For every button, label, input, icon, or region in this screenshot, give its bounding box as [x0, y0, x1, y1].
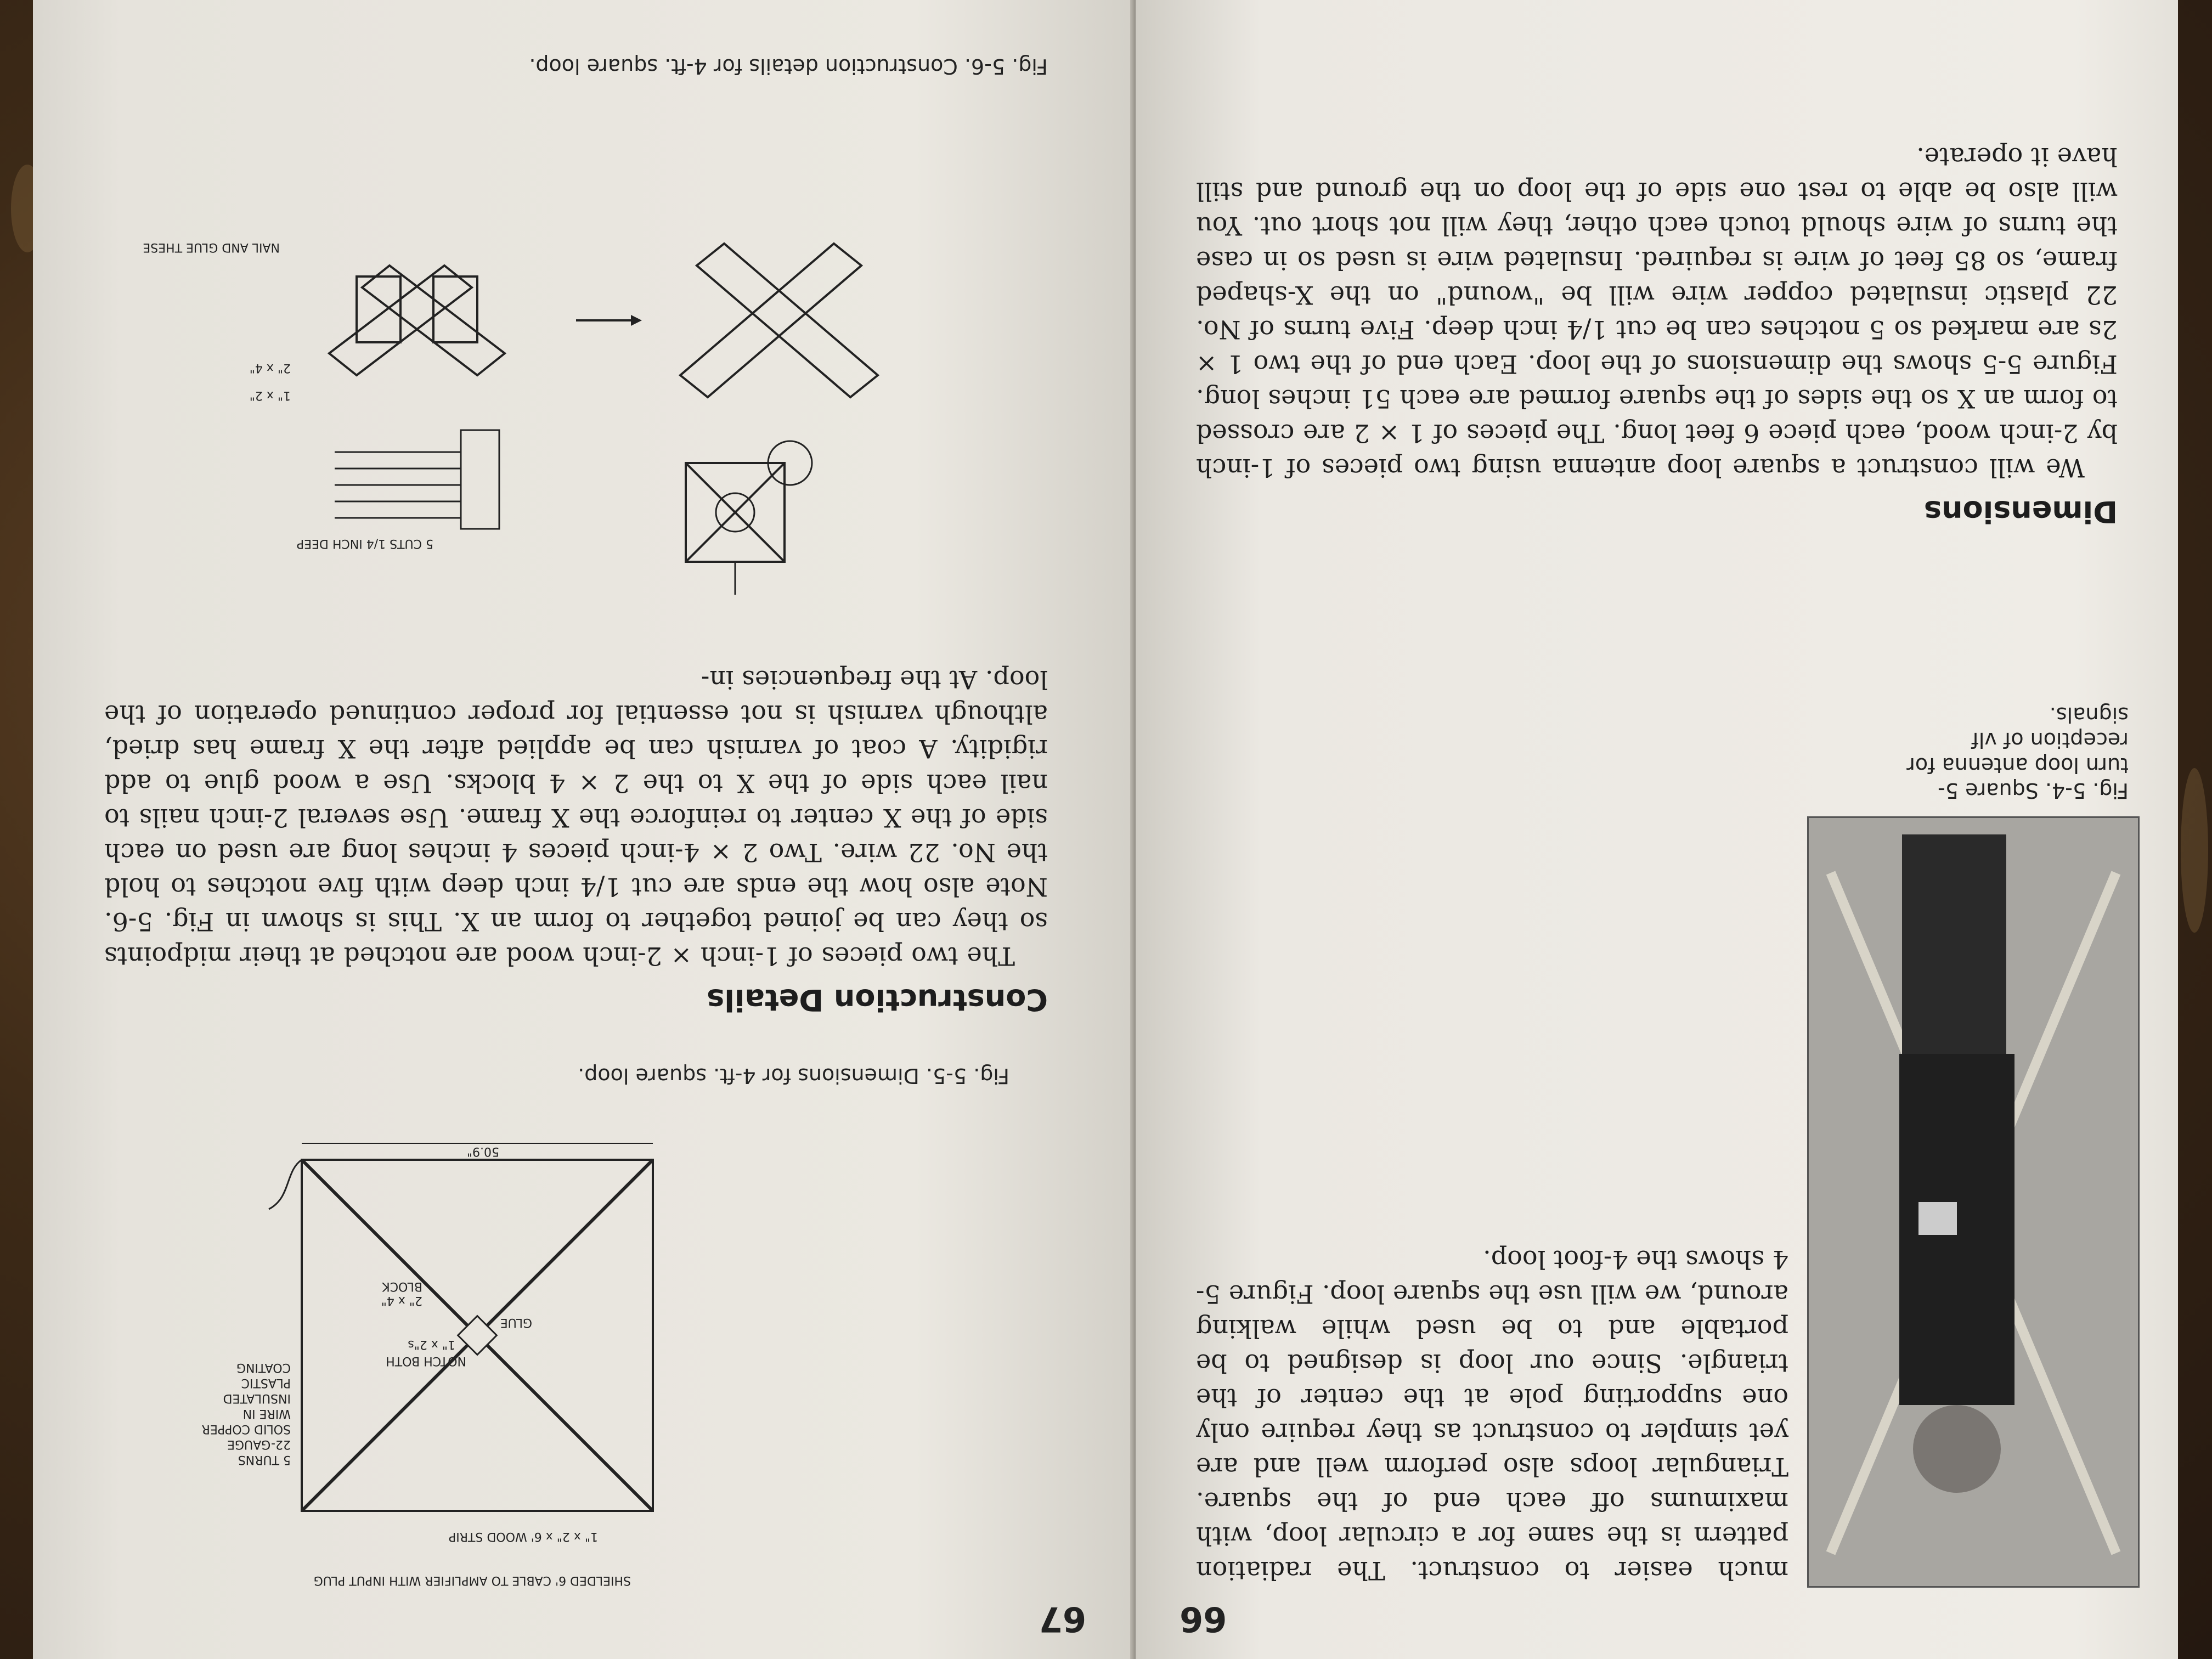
- fig-5-4-caption: Fig. 5-4. Square 5-turn loop antenna for reception of vlf signals.: [1906, 703, 2129, 803]
- left-page: [33, 0, 1136, 1659]
- fig-5-5-diagram: [201, 1143, 763, 1593]
- label-size24: 2" x 4": [249, 361, 291, 375]
- construction-body: [104, 662, 1048, 973]
- label-gauge: 22-GAUGE: [227, 1437, 291, 1451]
- label-glue: GLUE: [500, 1316, 532, 1329]
- label-strip: 1" x 2" x 6' WOOD STRIP: [448, 1530, 598, 1543]
- label-insulated: INSULATED: [223, 1391, 291, 1405]
- label-size12b: 1" x 2": [249, 388, 291, 402]
- fig-5-6-caption: Fig. 5-6. Construction details for 4-ft. square loop.: [529, 54, 1048, 78]
- label-turns: 5 TURNS: [238, 1453, 291, 1466]
- fig-5-5-caption: Fig. 5-5. Dimensions for 4-ft. square loop.: [578, 1064, 1009, 1088]
- dimensions-heading: Dimensions: [1923, 494, 2118, 529]
- label-notch: NOTCH BOTH: [386, 1354, 466, 1368]
- label-block1: 2" x 4": [381, 1294, 422, 1307]
- label-wire-in: WIRE IN: [242, 1407, 291, 1420]
- page-number: 67: [1039, 1599, 1086, 1639]
- label-size12: 1" x 2"s: [408, 1338, 455, 1351]
- fig-5-6-diagram: [104, 101, 1048, 573]
- label-nail: NAIL AND GLUE THESE: [143, 240, 280, 254]
- fig-5-4-photo: [1807, 816, 2140, 1588]
- label-dim: 50.9": [466, 1144, 499, 1158]
- intro-paragraph: much easier to construct. The radiation pattern is the same for a circular loop, with maximums off each end of the square. Triangular loops also perform well and are yet simpler to construct as they require only one supporting pole at the center of the triangle. Since our loop is designed to be portable and to be used while walking around, we will use the square loop. Figure 5-4 shows the 4-foot loop.: [1196, 1245, 1788, 1585]
- label-block2: BLOCK: [382, 1279, 422, 1293]
- construction-details-heading: Construction Details: [707, 983, 1048, 1017]
- intro-text: [1196, 1242, 1788, 1588]
- dimensions-body: [1196, 139, 2118, 485]
- dimensions-paragraph: We will construct a square loop antenna using two pieces of 1-inch by 2-inch wood, each piece 6 feet long. The pieces of 1 × 2 are crossed to form an X so the sides of the square formed are each 51 inches long. Figure 5-5 shows the dimensions of the loop. Each end of the two 1 × 2s are marked so 5 notches can be cut 1/4 inch deep. Five turns of No. 22 plastic insulated copper wire will be "wound" on the X-shaped frame, so 85 feet of wire is required. Insulated wire is used so in case the turns of wire should touch each other, they will not short out. You will also be able to rest one side of the loop on the ground and still have it operate.: [1196, 142, 2118, 483]
- label-plastic: PLASTIC: [241, 1376, 291, 1390]
- label-cable: SHIELDED 6' CABLE TO AMPLIFIER WITH INPUT PLUG: [313, 1573, 631, 1587]
- label-cuts: 5 CUTS 1/4 INCH DEEP: [296, 537, 433, 550]
- label-solid: SOLID COPPER: [201, 1422, 291, 1436]
- page-number: 66: [1180, 1599, 1227, 1639]
- right-page: [1136, 0, 2178, 1659]
- label-coating: COATING: [236, 1361, 291, 1374]
- construction-paragraph: The two pieces of 1-inch × 2-inch wood are notched at their midpoints so they can be joined together to form an X. This is shown in Fig. 5-6. Note also how the ends are cut 1/4 inch deep with five notches to hold the No. 22 wire. Two 2 × 4-inch pieces 4 inches long are used on each side of the X center to reinforce the X frame. Use several 2-inch nails to nail each side of the X to the 2 × 4 blocks. Use a wood glue to add rigidity. A coat of varnish can be applied after the X frame has dried, although varnish is not essential for proper continued operation of the loop. At the frequencies in-: [104, 665, 1048, 971]
